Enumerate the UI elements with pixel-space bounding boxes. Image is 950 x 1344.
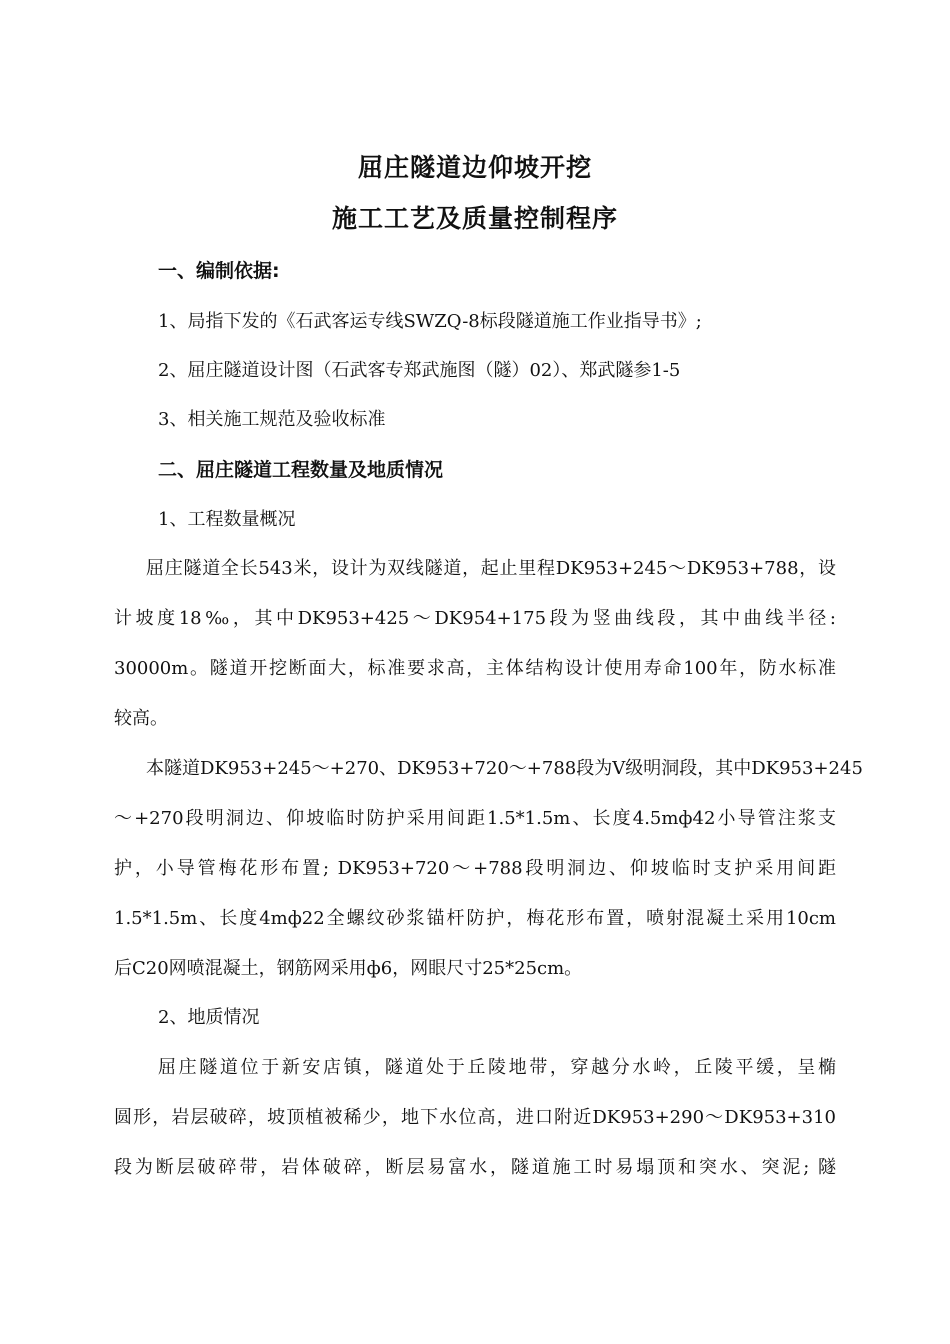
basis-item: 3、相关施工规范及验收标准 <box>158 409 386 430</box>
section2-heading: 二、屈庄隧道工程数量及地质情况 <box>158 459 444 481</box>
paragraph-line: 计坡度18‰，其中DK953+425～DK954+175段为竖曲线段，其中曲线半径: <box>114 608 836 629</box>
section1-heading: 一、编制依据: <box>158 260 280 282</box>
document-title-line1: 屈庄隧道边仰坡开挖 <box>357 153 592 182</box>
basis-item: 1、局指下发的《石武客运专线SWZQ-8标段隧道施工作业指导书》; <box>158 311 702 332</box>
subsection-heading: 1、工程数量概况 <box>158 509 296 530</box>
paragraph-line: ～+270段明洞边、仰坡临时防护采用间距1.5*1.5m、长度4.5mф42小导管注浆支 <box>114 808 836 829</box>
paragraph-line: 较高。 <box>114 708 168 729</box>
subsection-heading: 2、地质情况 <box>158 1007 260 1028</box>
paragraph-line: 段为断层破碎带，岩体破碎，断层易富水，隧道施工时易塌顶和突水、突泥; 隧 <box>114 1157 836 1178</box>
paragraph-line: 1.5*1.5m、长度4mф22全螺纹砂浆锚杆防护，梅花形布置，喷射混凝土采用10cm <box>114 908 836 929</box>
basis-item: 2、屈庄隧道设计图（石武客专郑武施图（隧）02）、郑武隧参1-5 <box>158 360 681 381</box>
paragraph-line: 后C20网喷混凝土，钢筋网采用ф6，网眼尺寸25*25cm。 <box>114 958 583 979</box>
paragraph-line: 圆形，岩层破碎，坡顶植被稀少，地下水位高，进口附近DK953+290～DK953+310 <box>114 1107 836 1128</box>
paragraph-line: 屈庄隧道全长543米，设计为双线隧道，起止里程DK953+245～DK953+788，设 <box>146 558 836 579</box>
paragraph-line: 屈庄隧道位于新安店镇，隧道处于丘陵地带，穿越分水岭，丘陵平缓，呈椭 <box>158 1057 836 1078</box>
document-title-line2: 施工工艺及质量控制程序 <box>331 204 618 233</box>
paragraph-line: 护，小导管梅花形布置; DK953+720～+788段明洞边、仰坡临时支护采用间距 <box>114 858 836 879</box>
paragraph-line: 本隧道DK953+245～+270、DK953+720～+788段为Ⅴ级明洞段，其中DK953+245 <box>146 758 863 779</box>
paragraph-line: 30000m。隧道开挖断面大，标准要求高，主体结构设计使用寿命100年，防水标准 <box>114 658 836 679</box>
